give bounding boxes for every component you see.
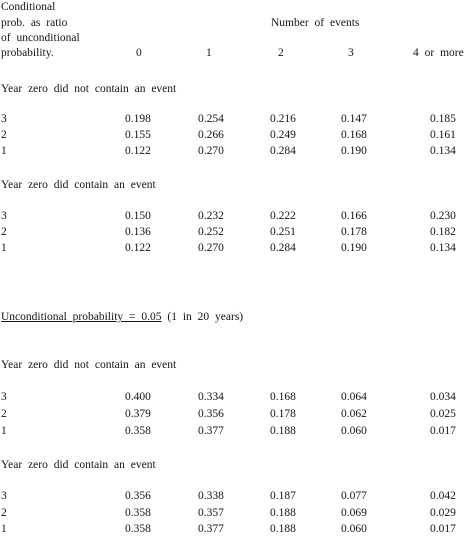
column-header-3: 3 (348, 47, 354, 59)
cell-col-2: 0.188 (270, 507, 296, 519)
cell-col-4: 0.017 (430, 425, 456, 437)
row-label-heading-line-4: probability. (1, 47, 54, 59)
table-row (0, 112, 474, 126)
cell-col-3: 0.060 (341, 425, 367, 437)
cell-col-3: 0.190 (341, 145, 367, 157)
row-label: 2 (1, 408, 7, 420)
cell-col-3: 0.178 (341, 226, 367, 238)
cell-col-3: 0.168 (341, 129, 367, 141)
cell-col-2: 0.284 (270, 145, 296, 157)
subsection-title: Year zero did contain an event (1, 179, 156, 191)
row-label-heading-line-2: prob. as ratio (1, 17, 68, 29)
row-label-heading-line-1: Conditional (1, 1, 56, 13)
row-label: 1 (1, 523, 7, 535)
cell-col-4: 0.182 (430, 226, 456, 238)
cell-col-4: 0.034 (430, 391, 456, 403)
table-row (0, 522, 474, 536)
subsection-title: Year zero did not contain an event (1, 359, 177, 371)
cell-col-0: 0.155 (125, 129, 151, 141)
cell-col-1: 0.252 (198, 226, 224, 238)
cell-col-1: 0.266 (198, 129, 224, 141)
cell-col-2: 0.168 (270, 391, 296, 403)
cell-col-2: 0.187 (270, 490, 296, 502)
row-label: 3 (1, 113, 7, 125)
cell-col-4: 0.230 (430, 210, 456, 222)
unconditional-probability-label: Unconditional probability = 0.05 (1, 311, 162, 323)
cell-col-0: 0.356 (125, 490, 151, 502)
cell-col-0: 0.358 (125, 523, 151, 535)
cell-col-1: 0.338 (198, 490, 224, 502)
row-label: 2 (1, 129, 7, 141)
table-row (0, 225, 474, 239)
cell-col-0: 0.358 (125, 507, 151, 519)
cell-col-3: 0.064 (341, 391, 367, 403)
cell-col-1: 0.270 (198, 242, 224, 254)
cell-col-1: 0.356 (198, 408, 224, 420)
cell-col-1: 0.270 (198, 145, 224, 157)
row-label: 3 (1, 391, 7, 403)
row-label: 2 (1, 226, 7, 238)
row-label: 2 (1, 507, 7, 519)
unconditional-probability-note: (1 in 20 years) (167, 311, 244, 323)
table-row (0, 407, 474, 421)
cell-col-4: 0.017 (430, 523, 456, 535)
cell-col-2: 0.249 (270, 129, 296, 141)
cell-col-2: 0.188 (270, 523, 296, 535)
table-row (0, 424, 474, 438)
cell-col-3: 0.069 (341, 507, 367, 519)
cell-col-2: 0.178 (270, 408, 296, 420)
table-row (0, 144, 474, 158)
cell-col-4: 0.134 (430, 145, 456, 157)
row-label: 1 (1, 425, 7, 437)
cell-col-4: 0.025 (430, 408, 456, 420)
cell-col-4: 0.134 (430, 242, 456, 254)
column-header-1: 1 (206, 47, 212, 59)
table-row (0, 390, 474, 404)
cell-col-1: 0.334 (198, 391, 224, 403)
cell-col-3: 0.166 (341, 210, 367, 222)
table-row (0, 506, 474, 520)
cell-col-1: 0.254 (198, 113, 224, 125)
cell-col-1: 0.357 (198, 507, 224, 519)
column-header-0: 0 (136, 47, 142, 59)
row-label: 3 (1, 490, 7, 502)
cell-col-0: 0.136 (125, 226, 151, 238)
table-row (0, 209, 474, 223)
cell-col-3: 0.147 (341, 113, 367, 125)
table-row (0, 128, 474, 142)
cell-col-3: 0.060 (341, 523, 367, 535)
subsection-title: Year zero did contain an event (1, 459, 156, 471)
cell-col-4: 0.161 (430, 129, 456, 141)
cell-col-4: 0.029 (430, 507, 456, 519)
cell-col-2: 0.216 (270, 113, 296, 125)
cell-col-2: 0.222 (270, 210, 296, 222)
cell-col-0: 0.150 (125, 210, 151, 222)
cell-col-3: 0.077 (341, 490, 367, 502)
row-label-heading-line-3: of unconditional (1, 32, 80, 44)
cell-col-0: 0.198 (125, 113, 151, 125)
section-heading (1, 310, 243, 324)
cell-col-0: 0.358 (125, 425, 151, 437)
cell-col-0: 0.400 (125, 391, 151, 403)
cell-col-0: 0.122 (125, 145, 151, 157)
row-label: 3 (1, 210, 7, 222)
cell-col-2: 0.188 (270, 425, 296, 437)
cell-col-2: 0.284 (270, 242, 296, 254)
number-of-events-heading: Number of events (271, 17, 360, 29)
row-label: 1 (1, 242, 7, 254)
cell-col-4: 0.042 (430, 490, 456, 502)
cell-col-4: 0.185 (430, 113, 456, 125)
cell-col-1: 0.377 (198, 523, 224, 535)
cell-col-3: 0.190 (341, 242, 367, 254)
column-header-4-or-more: 4 or more (413, 47, 464, 59)
cell-col-2: 0.251 (270, 226, 296, 238)
cell-col-0: 0.122 (125, 242, 151, 254)
cell-col-0: 0.379 (125, 408, 151, 420)
cell-col-1: 0.232 (198, 210, 224, 222)
table-row (0, 489, 474, 503)
cell-col-1: 0.377 (198, 425, 224, 437)
row-label: 1 (1, 145, 7, 157)
cell-col-3: 0.062 (341, 408, 367, 420)
column-header-2: 2 (278, 47, 284, 59)
subsection-title: Year zero did not contain an event (1, 83, 177, 95)
table-row (0, 241, 474, 255)
